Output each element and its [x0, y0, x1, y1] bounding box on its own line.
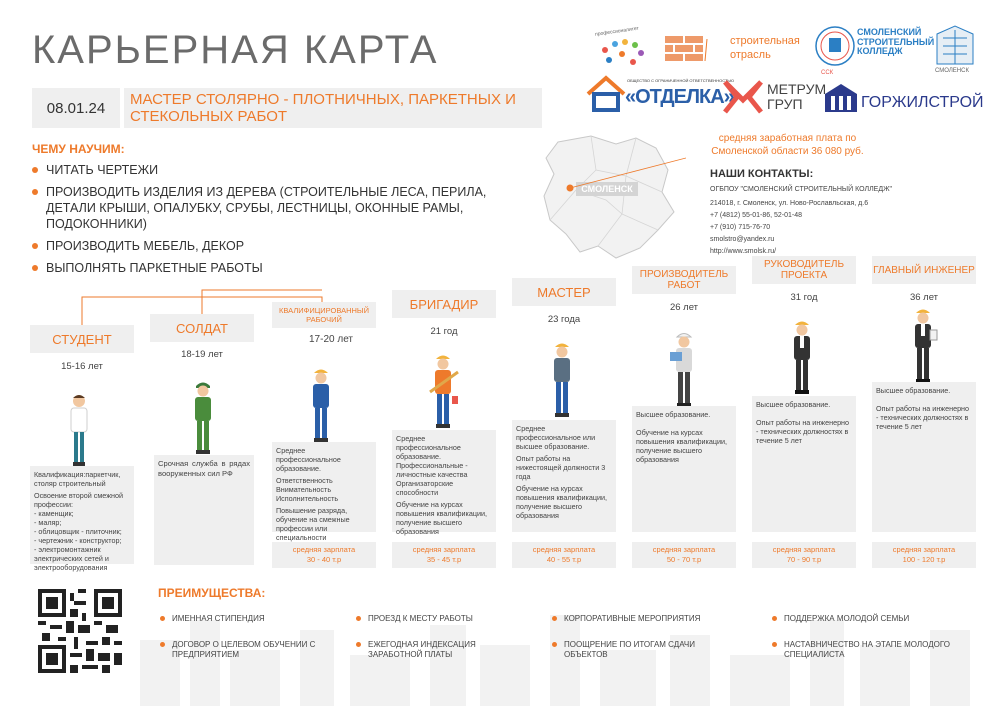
- stage-salary: [392, 542, 496, 568]
- desc-line: Исполнительность: [276, 494, 339, 503]
- stage-age: 31 год: [790, 292, 818, 303]
- desc-line: Среднее профессиональное образование.: [396, 434, 461, 461]
- salary-value: 30 - 40 т.р: [306, 555, 342, 564]
- gorzhilstroy-text: ГОРЖИЛСТРОЙ: [861, 94, 984, 111]
- advantages-heading: ПРЕИМУЩЕСТВА:: [158, 586, 266, 600]
- desc-line: Среднее профессиональное или высшее образование.: [516, 424, 596, 451]
- profession-title: МАСТЕР СТОЛЯРНО - ПЛОТНИЧНЫХ, ПАРКЕТНЫХ И СТЕКОЛЬНЫХ РАБОТ: [124, 88, 542, 128]
- advantage-item: ПРОЕЗД К МЕСТУ РАБОТЫ: [356, 614, 526, 624]
- stage-age: 23 года: [547, 314, 581, 325]
- map-city-label: СМОЛЕНСК: [581, 184, 633, 194]
- advantage-item: ИМЕННАЯ СТИПЕНДИЯ: [160, 614, 330, 624]
- qr-code-icon: [38, 589, 122, 673]
- desc-line: Среднее профессиональное образование.: [276, 446, 341, 473]
- stage-desc-project-manager: [752, 396, 856, 532]
- desc-line: - чертежник - конструктор;: [34, 536, 122, 545]
- desc-line: Обучение на курсах повышения квалификации, получение высшего образования: [636, 428, 727, 464]
- desc-line: Опыт работы на нижестоящей должности 3 года: [516, 454, 606, 481]
- page-title: КАРЬЕРНАЯ КАРТА: [32, 28, 439, 72]
- stage-salary: [512, 542, 616, 568]
- desc-line: Профессиональные - личностные качества: [396, 461, 468, 479]
- college-text-2: СТРОИТЕЛЬНЫЙ: [857, 36, 935, 47]
- salary-value: 50 - 70 т.р: [666, 555, 702, 564]
- stage-desc-chief-engineer: [872, 382, 976, 532]
- college-abbr: ССК: [821, 70, 834, 76]
- desc-line: - маляр;: [34, 518, 62, 527]
- salary-label: средняя зарплата: [772, 545, 836, 554]
- chief-engineer-figure-icon: [906, 306, 940, 386]
- desc-line: Обучение на курсах повышения квалификации, получение высшего образования: [396, 500, 487, 536]
- contact-phone-1[interactable]: +7 (4812) 55-01-86, 52-01-48: [710, 212, 803, 219]
- stage-age: 18-19 лет: [181, 349, 223, 360]
- desc-line: Повышение разряда, обучение на смежные профессии или специальности: [276, 506, 350, 542]
- master-figure-icon: [546, 340, 578, 420]
- contacts-heading: НАШИ КОНТАКТЫ:: [710, 168, 814, 180]
- stage-age: 26 лет: [669, 302, 699, 313]
- desc-line: Срочная служба в рядах вооруженных сил РФ: [158, 459, 250, 478]
- work-producer-figure-icon: [666, 330, 702, 410]
- salary-value: 100 - 120 т.р: [902, 555, 946, 564]
- desc-line: Опыт работы на инженерно - технических должностях в течение 5 лет: [756, 418, 850, 445]
- stage-label-qualified-worker: КВАЛИФИЦИРОВАННЫЙ РАБОЧИЙ: [272, 302, 376, 328]
- stage-label-master: МАСТЕР: [512, 278, 616, 306]
- stage-label-brigadier: БРИГАДИР: [392, 290, 496, 318]
- desc-line: Опыт работы на инженерно - технических должностях в течение 5 лет: [876, 404, 970, 431]
- contact-site[interactable]: http://www.smolsk.ru/: [710, 248, 777, 255]
- desc-line: - каменщик;: [34, 509, 74, 518]
- teach-item: ЧИТАТЬ ЧЕРТЕЖИ: [32, 162, 512, 178]
- stage-label-soldier: СОЛДАТ: [150, 314, 254, 342]
- salary-value: 70 - 90 т.р: [786, 555, 822, 564]
- metrum-text-1: МЕТРУМ: [767, 81, 827, 97]
- contact-org: ОГБПОУ "СМОЛЕНСКИЙ СТРОИТЕЛЬНЫЙ КОЛЛЕДЖ": [710, 186, 893, 193]
- brigadier-figure-icon: [424, 352, 464, 430]
- salary-value: 35 - 45 т.р: [426, 555, 462, 564]
- stage-desc-work-producer: [632, 406, 736, 532]
- stage-age: 36 лет: [909, 292, 939, 303]
- stage-salary: [632, 542, 736, 568]
- salary-label: средняя зарплата: [412, 545, 476, 554]
- construction-text-2: отрасль: [730, 49, 771, 61]
- advantage-item: КОРПОРАТИВНЫЕ МЕРОПРИЯТИЯ: [552, 614, 742, 624]
- salary-label: средняя зарплата: [292, 545, 356, 554]
- salary-label: средняя зарплата: [652, 545, 716, 554]
- stage-desc-soldier: [154, 455, 254, 565]
- advantage-item: ЕЖЕГОДНАЯ ИНДЕКСАЦИЯ ЗАРАБОТНОЙ ПЛАТЫ: [356, 640, 526, 660]
- construction-text-1: строительная: [730, 35, 800, 47]
- teach-item: ПРОИЗВОДИТЬ ИЗДЕЛИЯ ИЗ ДЕРЕВА (СТРОИТЕЛЬНЫЕ ЛЕСА, ПЕРИЛА, ДЕТАЛИ КРЫШИ, ОПАЛУБКУ, СРУБЫ, ЛЕСТНИЦЫ, ОКОННЫЕ РАМЫ, ПОДОКОННИКИ): [32, 184, 512, 232]
- advantage-item: ДОГОВОР О ЦЕЛЕВОМ ОБУЧЕНИИ С ПРЕДПРИЯТИЕМ: [160, 640, 330, 660]
- contact-address: 214018, г. Смоленск, ул. Ново-Рославльская, д.6: [710, 200, 869, 207]
- advantage-item: ПООЩРЕНИЕ ПО ИТОГАМ СДАЧИ ОБЪЕКТОВ: [552, 640, 732, 660]
- stage-age: 21 год: [430, 326, 458, 337]
- desc-line: Ответственность: [276, 476, 333, 485]
- teach-heading: ЧЕМУ НАУЧИМ:: [32, 142, 125, 156]
- stage-label-student: СТУДЕНТ: [30, 325, 134, 353]
- stage-age: 17-20 лет: [309, 334, 353, 345]
- stage-label-chief-engineer: ГЛАВНЫЙ ИНЖЕНЕР: [872, 256, 976, 284]
- desc-line: Обучение на курсах повышения квалификации, получение высшего образования: [516, 484, 607, 520]
- advantage-item: НАСТАВНИЧЕСТВО НА ЭТАПЕ МОЛОДОГО СПЕЦИАЛИСТА: [772, 640, 962, 660]
- region-salary-note: средняя заработная плата по Смоленской области 36 080 руб.: [711, 133, 864, 157]
- stage-salary: [872, 542, 976, 568]
- soldier-figure-icon: [187, 380, 219, 456]
- college-text-1: СМОЛЕНСКИЙ: [857, 27, 922, 37]
- desc-line: - облицовщик - плиточник;: [34, 527, 122, 536]
- date-badge: 08.01.24: [32, 88, 120, 128]
- stage-desc-qualified-worker: [272, 442, 376, 542]
- stage-label-work-producer: ПРОИЗВОДИТЕЛЬ РАБОТ: [632, 266, 736, 294]
- desc-line: Организаторские способности: [396, 479, 454, 497]
- stage-desc-master: [512, 420, 616, 532]
- teach-item: ВЫПОЛНЯТЬ ПАРКЕТНЫЕ РАБОТЫ: [32, 260, 512, 276]
- project-manager-figure-icon: [786, 318, 818, 396]
- desc-line: - электромонтажник электрических сетей и электрооборудования: [34, 545, 109, 572]
- contact-email[interactable]: smolstro@yandex.ru: [710, 236, 775, 243]
- stage-age: 15-16 лет: [61, 361, 103, 372]
- stage-desc-student: [30, 466, 134, 572]
- desc-line: Высшее образование.: [756, 400, 831, 409]
- advantage-item: ПОДДЕРЖКА МОЛОДОЙ СЕМЬИ: [772, 614, 972, 624]
- stage-salary: [752, 542, 856, 568]
- college-text-3: КОЛЛЕДЖ: [857, 46, 903, 56]
- desc-line: Внимательность: [276, 485, 332, 494]
- salary-label: средняя зарплата: [532, 545, 596, 554]
- desc-line: Освоение второй смежной профессии:: [34, 491, 124, 509]
- desc-line: Высшее образование.: [636, 410, 711, 419]
- stage-salary: [272, 542, 376, 568]
- student-figure-icon: [64, 392, 94, 468]
- desc-line: Квалификация:паркетчик, столяр строительный: [34, 470, 121, 488]
- otdelka-small-text: ОБЩЕСТВО С ОГРАНИЧЕННОЙ ОТВЕТСТВЕННОСТЬЮ: [627, 78, 735, 83]
- salary-value: 40 - 55 т.р: [546, 555, 582, 564]
- contact-phone-2[interactable]: +7 (910) 715-76-70: [710, 224, 771, 231]
- otdelka-text: «ОТДЕЛКА»: [625, 86, 734, 108]
- prof-arc-text: профессионалитет: [594, 25, 640, 38]
- desc-line: Высшее образование.: [876, 386, 951, 395]
- stage-desc-brigadier: [392, 430, 496, 536]
- metrum-text-2: ГРУП: [767, 96, 803, 112]
- worker-figure-icon: [305, 366, 337, 444]
- smolensk-small-text: СМОЛЕНСК: [935, 68, 969, 74]
- teach-item: ПРОИЗВОДИТЬ МЕБЕЛЬ, ДЕКОР: [32, 238, 512, 254]
- salary-label: средняя зарплата: [892, 545, 956, 554]
- stage-label-project-manager: РУКОВОДИТЕЛЬ ПРОЕКТА: [752, 256, 856, 284]
